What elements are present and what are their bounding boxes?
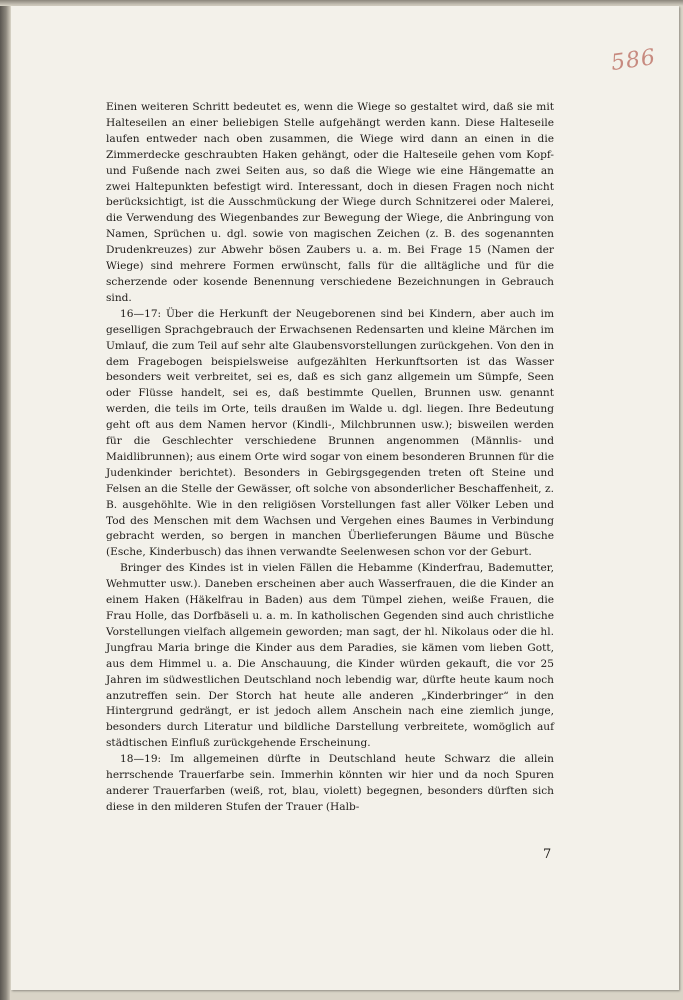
paragraph-18-19: 18—19: Im allgemeinen dürfte in Deutschland heute Schwarz die allein herrschende Trauerfarbe sein. Immerhin könnten wir hier und da noch Spuren anderer Trauerfarben (weiß, rot, blau, violett) begegnen, besonders dürften sich diese in den milderen Stufen der Trauer (Halb- — [106, 753, 554, 813]
page-number: 7 — [543, 847, 552, 862]
body-text — [106, 100, 554, 816]
handwritten-page-reference: 586 — [609, 44, 658, 77]
scan-binding-edge — [0, 0, 10, 1000]
paragraph-bringer: Bringer des Kindes ist in vielen Fällen die Hebamme (Kinderfrau, Bademutter, Wehmutter usw.). Daneben erscheinen aber auch Wasserfrauen, die die Kinder an einem Haken (Häkelfrau in Baden) aus dem Tümpel ziehen, weiße Frauen, die Frau Holle, das Dorfbäseli u. a. m. In katholischen Gegenden sind auch christliche Vorstellungen vielfach allgemein geworden; man sagt, der hl. Nikolaus oder die hl. Jungfrau Maria bringe die Kinder aus dem Paradies, sie kämen vom lieben Gott, aus dem Himmel u. a. Die Anschauung, die Kinder würden gekauft, die vor 25 Jahren im südwestlichen Deutschland noch lebendig war, dürfte heute kaum noch anzutreffen sein. Der Storch hat heute alle anderen „Kinderbringer“ in den Hintergrund gedrängt, er ist jedoch allem Anschein nach eine ziemlich junge, besonders durch Literatur und bildliche Darstellung verbreitete, womöglich auf städtischen Einfluß zurückgehende Erscheinung. — [106, 562, 554, 750]
paragraph-cradle: Einen weiteren Schritt bedeutet es, wenn die Wiege so gestaltet wird, daß sie mit Halteseilen an einer beliebigen Stelle aufgehängt werden kann. Diese Halteseile laufen entweder nach oben zusammen, die Wiege wird dann an einen in die Zimmerdecke geschraubten Haken gehängt, oder die Halteseile gehen vom Kopf- und Fußende nach zwei Seiten aus, so daß die Wiege wie eine Hängematte an zwei Haltepunkten befestigt wird. Interessant, doch in diesen Fragen noch nicht berücksichtigt, ist die Ausschmückung der Wiege durch Schnitzerei oder Malerei, die Verwendung des Wiegenbandes zur Bewegung der Wiege, die Anbringung von Namen, Sprüchen u. dgl. sowie von magischen Zeichen (z. B. des sogenannten Drudenkreuzes) zur Abwehr bösen Zaubers u. a. m. Bei Frage 15 (Namen der Wiege) sind mehrere Formen erwünscht, falls für die alltägliche und für die scherzende oder kosende Benennung verschiedene Bezeichnungen in Gebrauch sind. — [106, 101, 554, 304]
paragraph-16-17: 16—17: Über die Herkunft der Neugeborenen sind bei Kindern, aber auch im geselligen Sprachgebrauch der Erwachsenen Redensarten und kleine Märchen im Umlauf, die zum Teil auf sehr alte Glaubensvorstellungen zurückgehen. Von den in dem Fragebogen beispielsweise aufgezählten Herkunftsorten ist das Wasser besonders weit verbreitet, sei es, daß es sich ganz allgemein um Sümpfe, Seen oder Flüsse handelt, sei es, daß bestimmte Quellen, Brunnen usw. genannt werden, die teils im Orte, teils draußen im Walde u. dgl. liegen. Ihre Bedeutung geht oft aus dem Namen hervor (Kindli-, Milchbrunnen usw.); bisweilen werden für die Geschlechter verschiedene Brunnen angenommen (Männlis- und Maidlibrunnen); aus einem Orte wird sogar von einem besonderen Brunnen für die Judenkinder berichtet). Besonders in Gebirgsgegenden treten oft Steine und Felsen an die Stelle der Gewässer, oft solche von absonderlicher Beschaffenheit, z. B. ausgehöhlte. Wie in den religiösen Vorstellungen fast aller Völker Leben und Tod des Menschen mit dem Wachsen und Vergehen eines Baumes in Verbindung gebracht werden, so bergen in manchen Überlieferungen Bäume und Büsche (Esche, Kinderbusch) das ihnen verwandte Seelenwesen schon vor der Geburt. — [106, 307, 554, 559]
